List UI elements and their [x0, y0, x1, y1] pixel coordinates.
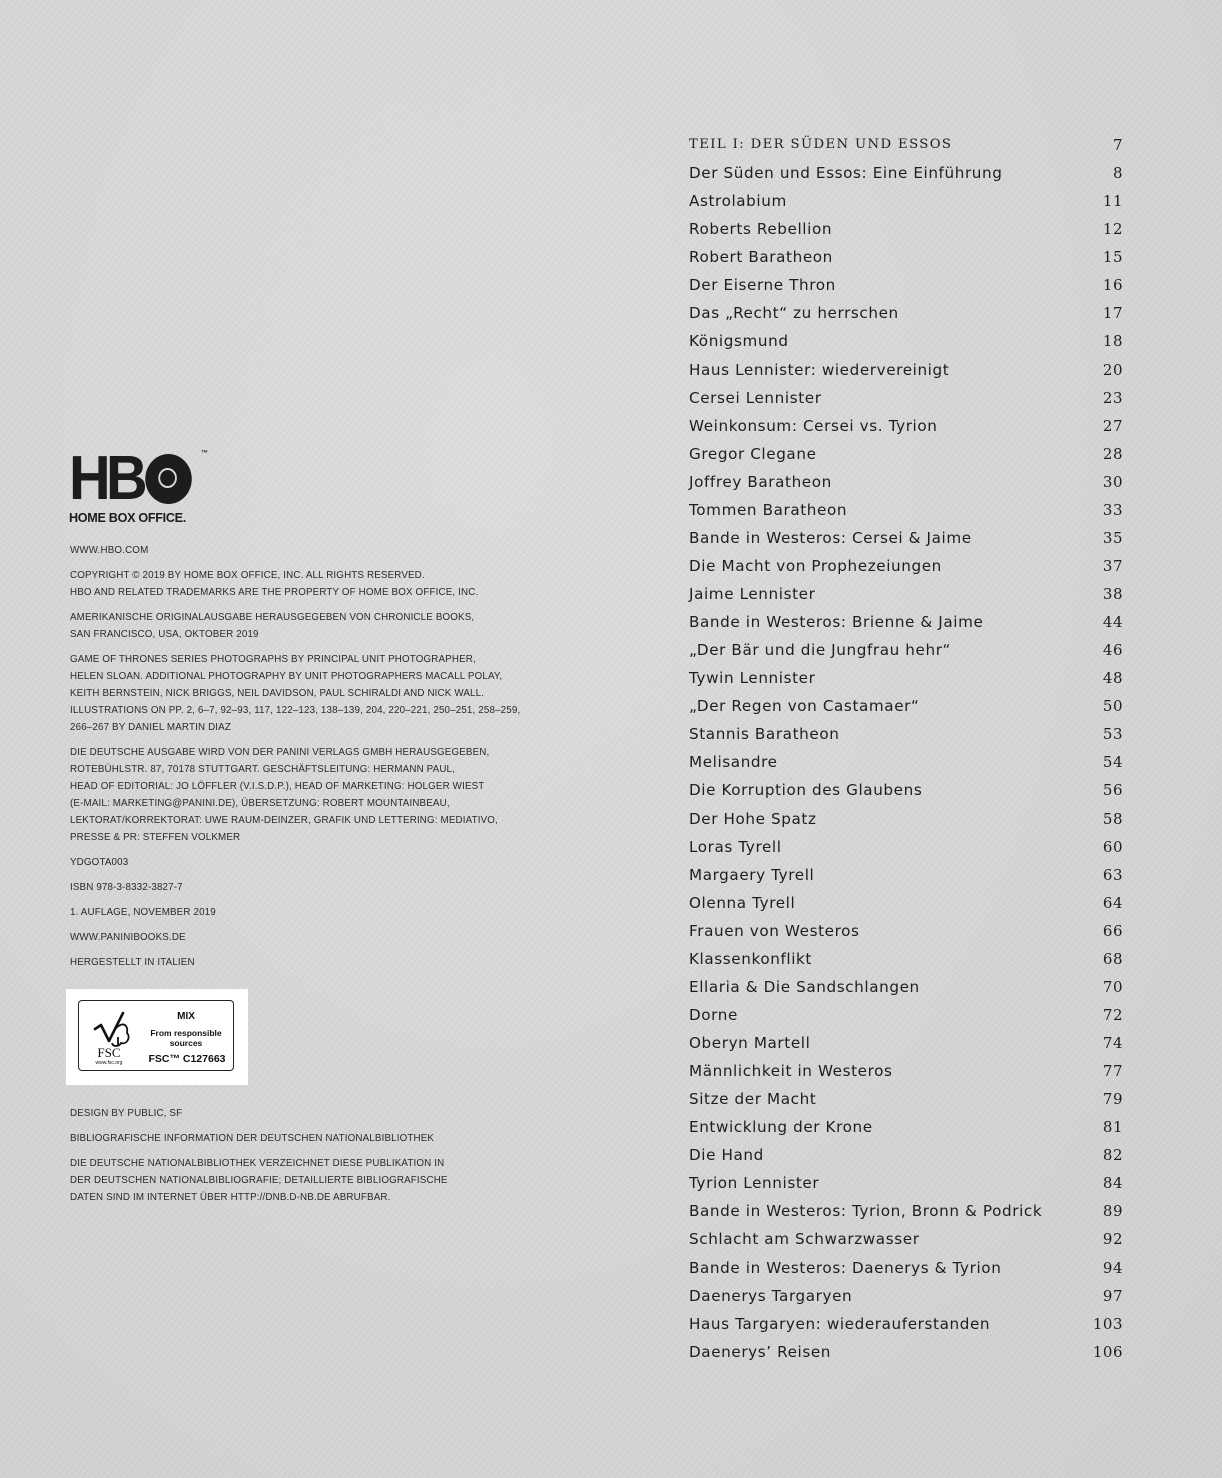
hbo-logo-subtitle: HOME BOX OFFICE.	[69, 511, 186, 525]
toc-entry-title: Die Hand	[689, 1146, 764, 1165]
toc-entry-title: Entwicklung der Krone	[689, 1118, 873, 1137]
toc-entry	[689, 215, 1123, 243]
toc-entry	[689, 1001, 1123, 1029]
toc-entry	[689, 440, 1123, 468]
imprint-line-made-in: HERGESTELLT IN ITALIEN	[70, 957, 195, 968]
toc-page-number: 94	[1102, 1258, 1123, 1277]
toc-entry-title: Cersei Lennister	[689, 388, 822, 407]
imprint-block-bibliographic	[70, 1105, 540, 1214]
toc-entry-title: Olenna Tyrell	[689, 893, 796, 912]
toc-page-number: 46	[1102, 641, 1123, 660]
toc-page-number: 74	[1102, 1034, 1123, 1052]
toc-entry	[689, 187, 1123, 215]
toc-entry-title: Margaery Tyrell	[689, 865, 815, 884]
hbo-trademark-symbol: ™	[201, 450, 208, 457]
toc-entry	[689, 1338, 1123, 1366]
toc-entry	[689, 945, 1123, 973]
toc-entry	[689, 327, 1123, 355]
toc-entry	[689, 524, 1123, 552]
imprint-line-website: WWW.HBO.COM	[70, 545, 149, 556]
toc-entry-title: Die Korruption des Glaubens	[689, 781, 923, 800]
toc-page-number: 16	[1102, 276, 1123, 295]
toc-page-number: 63	[1102, 865, 1123, 884]
fsc-license-code: FSC™ C127663	[148, 1053, 226, 1065]
toc-entry-title: Daenerys Targaryen	[689, 1286, 853, 1305]
imprint-line-bibliographic-notice: DIE DEUTSCHE NATIONALBIBLIOTHEK VERZEICHNET DIESE PUBLIKATION IN DER DEUTSCHEN NATIONALBIBLIOGRAFIE; DETAILLIERTE BIBLIOGRAFISCHE DATEN SIND IM INTERNET ÜBER HTTP://DNB.D-NB.DE ABRUFBAR.	[70, 1158, 448, 1203]
imprint-line-copyright: COPYRIGHT © 2019 BY HOME BOX OFFICE, INC. ALL RIGHTS RESERVED. HBO AND RELATED TRADEMARKS ARE THE PROPERTY OF HOME BOX OFFICE, INC.	[70, 570, 479, 598]
imprint-line-german-edition: DIE DEUTSCHE AUSGABE WIRD VON DER PANINI VERLAGS GMBH HERAUSGEGEBEN, ROTEBÜHLSTR. 87, 70178 STUTTGART. GESCHÄFTSLEITUNG: HERMANN PAUL, HEAD OF EDITORIAL: JO LÖFFLER (V.I.S.D.P.), HEAD OF MARKETING: HOLGER WIEST (E-MAIL: MARKETING@PANINI.DE), ÜBERSETZUNG: ROBERT MOUNTAINBEAU, LEKTORAT/KORREKTORAT: UWE RAUM-DEINZER, GRAFIK UND LETTERING: MEDIATIVO, PRESSE & PR: STEFFEN VOLKMER	[70, 747, 498, 843]
imprint-line-design-credit: DESIGN BY PUBLIC, SF	[70, 1108, 183, 1119]
fsc-brand-text: FSC	[97, 1045, 121, 1060]
toc-entry	[689, 1029, 1123, 1057]
toc-page-number: 17	[1102, 304, 1123, 323]
toc-entry	[689, 580, 1123, 608]
toc-entry	[689, 384, 1123, 412]
toc-entry-title: Sitze der Macht	[689, 1090, 817, 1109]
toc-page-number: 37	[1102, 556, 1123, 575]
imprint-line-original-edition: AMERIKANISCHE ORIGINALAUSGABE HERAUSGEGEBEN VON CHRONICLE BOOKS, SAN FRANCISCO, USA, OKTOBER 2019	[70, 612, 475, 640]
hbo-logo	[69, 444, 219, 530]
toc-entry-title: TEIL I: DER SÜDEN UND ESSOS	[689, 137, 953, 152]
toc-entry	[689, 1141, 1123, 1169]
toc-entry-title: „Der Bär und die Jungfrau hehr“	[689, 641, 952, 660]
toc-entry	[689, 889, 1123, 917]
toc-page-number: 84	[1102, 1174, 1123, 1193]
toc-page-number: 72	[1102, 1005, 1123, 1024]
toc-entry-title: Jaime Lennister	[689, 585, 816, 603]
toc-entry-title: Gregor Clegane	[689, 444, 817, 463]
fsc-source-text: From responsible sources	[150, 1028, 222, 1048]
toc-entry	[689, 243, 1123, 271]
toc-page-number: 33	[1102, 500, 1123, 519]
imprint-line-photo-credits: GAME OF THRONES SERIES PHOTOGRAPHS BY PRINCIPAL UNIT PHOTOGRAPHER, HELEN SLOAN. ADDITIONAL PHOTOGRAPHY BY UNIT PHOTOGRAPHERS MACALL POLAY, KEITH BERNSTEIN, NICK BRIGGS, NEIL DAVIDSON, PAUL SCHIRALDI AND NICK WALL. ILLUSTRATIONS ON PP. 2, 6–7, 92–93, 117, 122–123, 138–139, 204, 220–221, 250–251, 258–259, 266–267 BY DANIEL MARTIN DIAZ	[70, 654, 521, 733]
toc-entry-title: Joffrey Baratheon	[689, 472, 832, 491]
toc-entry-title: Dorne	[689, 1005, 738, 1024]
toc-entry	[689, 720, 1123, 748]
toc-entry-title: Klassenkonflikt	[689, 949, 812, 968]
toc-entry	[689, 1113, 1123, 1141]
toc-page-number: 23	[1102, 388, 1123, 407]
fsc-site-text: www.fsc.org	[95, 1060, 123, 1065]
toc-entry	[689, 496, 1123, 524]
toc-entry-title: Schlacht am Schwarzwasser	[689, 1230, 920, 1249]
toc-page-number: 89	[1102, 1202, 1123, 1221]
toc-entry	[689, 1085, 1123, 1113]
imprint-block	[70, 542, 540, 979]
imprint-line-bibliographic-heading: BIBLIOGRAFISCHE INFORMATION DER DEUTSCHEN NATIONALBIBLIOTHEK	[70, 1133, 435, 1144]
toc-page-number: 77	[1102, 1062, 1123, 1081]
toc-page-number: 70	[1102, 977, 1123, 996]
toc-page-number: 60	[1102, 837, 1123, 856]
toc-page-number: 53	[1102, 725, 1123, 744]
toc-page-number: 35	[1102, 528, 1123, 547]
toc-entry	[689, 1169, 1123, 1197]
toc-page-number: 7	[1112, 136, 1123, 154]
toc-page-number: 48	[1102, 669, 1123, 688]
fsc-certification-label	[66, 989, 248, 1085]
toc-entry-title: Tommen Baratheon	[689, 500, 848, 519]
toc-entry-title: Männlichkeit in Westeros	[689, 1062, 893, 1081]
toc-page-number: 38	[1102, 585, 1123, 603]
toc-entry-title: Weinkonsum: Cersei vs. Tyrion	[689, 416, 938, 435]
toc-page-number: 44	[1102, 613, 1123, 632]
toc-entry	[689, 1057, 1123, 1085]
toc-entry	[689, 552, 1123, 580]
toc-entry	[689, 805, 1123, 833]
toc-page-number: 8	[1112, 164, 1123, 183]
toc-page-number: 30	[1102, 472, 1123, 491]
toc-page-number: 92	[1102, 1230, 1123, 1249]
fsc-mix-label: MIX	[177, 1011, 195, 1022]
toc-page-number: 54	[1102, 753, 1123, 772]
hbo-logo-o-mark	[145, 454, 192, 504]
toc-entry	[689, 861, 1123, 889]
toc-entry-title: Der Süden und Essos: Eine Einführung	[689, 164, 1003, 183]
toc-entry-title: Melisandre	[689, 753, 778, 772]
toc-entry	[689, 636, 1123, 664]
toc-page-number: 50	[1102, 697, 1123, 716]
toc-entry-title: Die Macht von Prophezeiungen	[689, 556, 942, 575]
toc-entry-title: Bande in Westeros: Daenerys & Tyrion	[689, 1258, 1002, 1277]
toc-page-number: 82	[1102, 1146, 1123, 1165]
toc-entry-title: Bande in Westeros: Cersei & Jaime	[689, 528, 972, 547]
toc-entry	[689, 1225, 1123, 1253]
toc-entry-title: Roberts Rebellion	[689, 220, 833, 239]
toc-entry-title: Der Hohe Spatz	[689, 809, 817, 828]
toc-entry	[689, 748, 1123, 776]
toc-page-number: 81	[1102, 1118, 1123, 1137]
toc-entry-title: Bande in Westeros: Tyrion, Bronn & Podrick	[689, 1202, 1043, 1221]
toc-entry-title: Bande in Westeros: Brienne & Jaime	[689, 613, 984, 632]
toc-page-number: 103	[1092, 1314, 1123, 1333]
toc-entry	[689, 917, 1123, 945]
toc-entry-title: „Der Regen von Castamaer“	[689, 697, 920, 716]
toc-entry-title: Haus Lennister: wiedervereinigt	[689, 360, 950, 379]
toc-entry	[689, 692, 1123, 720]
table-of-contents	[689, 131, 1123, 1366]
toc-entry	[689, 664, 1123, 692]
toc-page-number: 11	[1102, 192, 1123, 211]
toc-page-number: 28	[1102, 444, 1123, 463]
toc-page-number: 64	[1102, 893, 1123, 912]
imprint-line-isbn: ISBN 978-3-8332-3827-7	[70, 882, 183, 893]
toc-entry-title: Astrolabium	[689, 192, 787, 211]
toc-page-number: 18	[1102, 332, 1123, 351]
toc-entry-title: Haus Targaryen: wiederauferstanden	[689, 1314, 991, 1333]
toc-page-number: 79	[1102, 1090, 1123, 1109]
toc-page-number: 56	[1102, 781, 1123, 800]
toc-entry	[689, 1197, 1123, 1225]
toc-entry-title: Königsmund	[689, 332, 789, 351]
toc-page-number: 27	[1102, 416, 1123, 435]
toc-entry-title: Tyrion Lennister	[689, 1174, 820, 1193]
imprint-line-edition: 1. AUFLAGE, NOVEMBER 2019	[70, 907, 216, 918]
toc-entry	[689, 776, 1123, 804]
toc-page-number: 66	[1102, 921, 1123, 940]
toc-entry	[689, 1254, 1123, 1282]
toc-entry-title: Frauen von Westeros	[689, 921, 860, 940]
fsc-label-frame	[78, 1000, 234, 1071]
toc-page-number: 97	[1102, 1286, 1123, 1305]
toc-entry-title: Oberyn Martell	[689, 1034, 811, 1052]
toc-entry-title: Loras Tyrell	[689, 837, 782, 856]
toc-entry	[689, 299, 1123, 327]
toc-entry-title: Daenerys’ Reisen	[689, 1342, 832, 1361]
toc-entry-title: Robert Baratheon	[689, 248, 833, 267]
toc-entry-title: Ellaria & Die Sandschlangen	[689, 977, 920, 996]
imprint-line-product-code: YDGOTA003	[70, 857, 129, 868]
toc-entry	[689, 356, 1123, 384]
imprint-line-publisher-website: WWW.PANINIBOOKS.DE	[70, 932, 186, 943]
toc-part-heading	[689, 131, 1123, 159]
toc-entry-title: Der Eiserne Thron	[689, 276, 836, 295]
toc-page-number: 20	[1102, 360, 1123, 379]
toc-page-number: 12	[1102, 220, 1123, 239]
toc-entry	[689, 833, 1123, 861]
fsc-tree-checkmark-icon	[87, 1007, 131, 1065]
toc-entry	[689, 159, 1123, 187]
toc-entry	[689, 468, 1123, 496]
toc-page-number: 58	[1102, 809, 1123, 828]
toc-entry	[689, 412, 1123, 440]
hbo-logo-letters: HB	[69, 444, 143, 513]
toc-page-number: 68	[1102, 949, 1123, 968]
toc-entry	[689, 973, 1123, 1001]
toc-entry-title: Tywin Lennister	[689, 669, 816, 688]
toc-entry-title: Stannis Baratheon	[689, 725, 840, 744]
toc-page-number: 106	[1092, 1342, 1123, 1361]
toc-page-number: 15	[1102, 248, 1123, 267]
toc-entry	[689, 608, 1123, 636]
toc-entry	[689, 1310, 1123, 1338]
toc-entry-title: Das „Recht“ zu herrschen	[689, 304, 899, 323]
toc-entry	[689, 271, 1123, 299]
toc-entry	[689, 1282, 1123, 1310]
